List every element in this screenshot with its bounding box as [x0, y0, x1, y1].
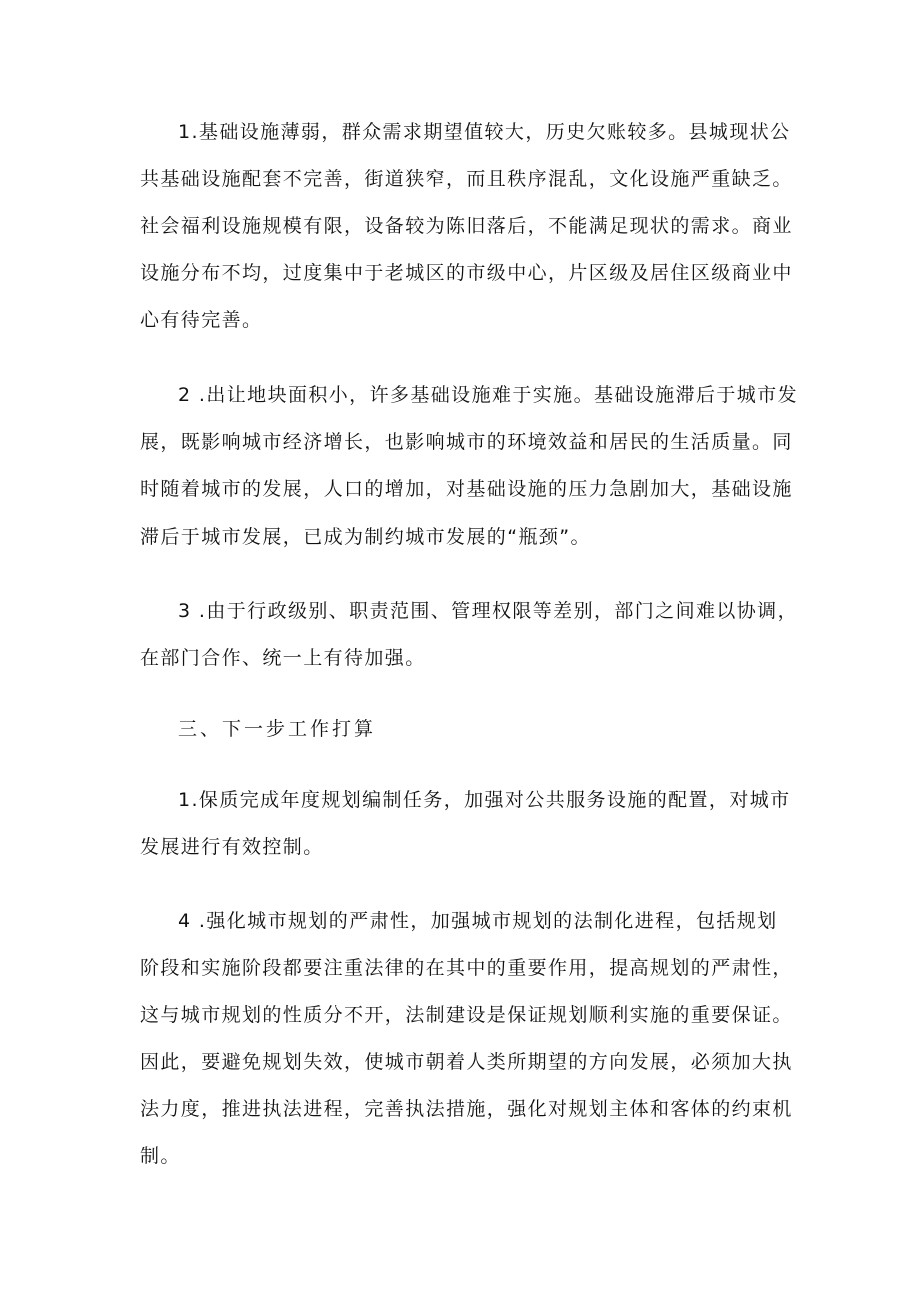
paragraph-line: 共基础设施配套不完善，街道狭窄，而且秩序混乱，文化设施严重缺乏。 — [140, 168, 793, 190]
paragraph-line: 1.基础设施薄弱，群众需求期望值较大，历史欠账较多。县城现状公 — [178, 121, 791, 143]
paragraph-line: 滞后于城市发展，已成为制约城市发展的“瓶颈”。 — [140, 526, 591, 548]
paragraph-line: 设施分布不均，过度集中于老城区的市级中心，片区级及居住区级商业中 — [140, 262, 793, 284]
paragraph-line: 心有待完善。 — [140, 309, 263, 331]
paragraph-line: 时随着城市的发展，人口的增加，对基础设施的压力急剧加大，基础设施 — [140, 478, 793, 500]
paragraph-line: 3 .由于行政级别、职责范围、管理权限等差别，部门之间难以协调， — [178, 600, 798, 622]
paragraph-line: 制。 — [140, 1145, 181, 1167]
paragraph-line: 4 .强化城市规划的严肃性，加强城市规划的法制化进程，包括规划 — [178, 910, 778, 932]
paragraph-line: 发展进行有效控制。 — [140, 836, 324, 858]
paragraph-line: 展，既影响城市经济增长，也影响城市的环境效益和居民的生活质量。同 — [140, 431, 793, 453]
paragraph-line: 因此，要避免规划失效，使城市朝着人类所期望的方向发展，必须加大执 — [140, 1051, 793, 1073]
paragraph-line: 法力度，推进执法进程，完善执法措施，强化对规划主体和客体的约束机 — [140, 1098, 793, 1120]
section-heading: 三、下一步工作打算 — [178, 718, 377, 740]
paragraph-line: 社会福利设施规模有限，设备较为陈旧落后，不能满足现状的需求。商业 — [140, 215, 793, 237]
paragraph-line: 在部门合作、统一上有待加强。 — [140, 647, 426, 669]
paragraph-line: 这与城市规划的性质分不开，法制建设是保证规划顺利实施的重要保证。 — [140, 1004, 793, 1026]
paragraph-line: 阶段和实施阶段都要注重法律的在其中的重要作用，提高规划的严肃性， — [140, 957, 793, 979]
paragraph-line: 1.保质完成年度规划编制任务，加强对公共服务设施的配置，对城市 — [178, 789, 791, 811]
paragraph-line: 2 .出让地块面积小，许多基础设施难于实施。基础设施滞后于城市发 — [178, 384, 798, 406]
